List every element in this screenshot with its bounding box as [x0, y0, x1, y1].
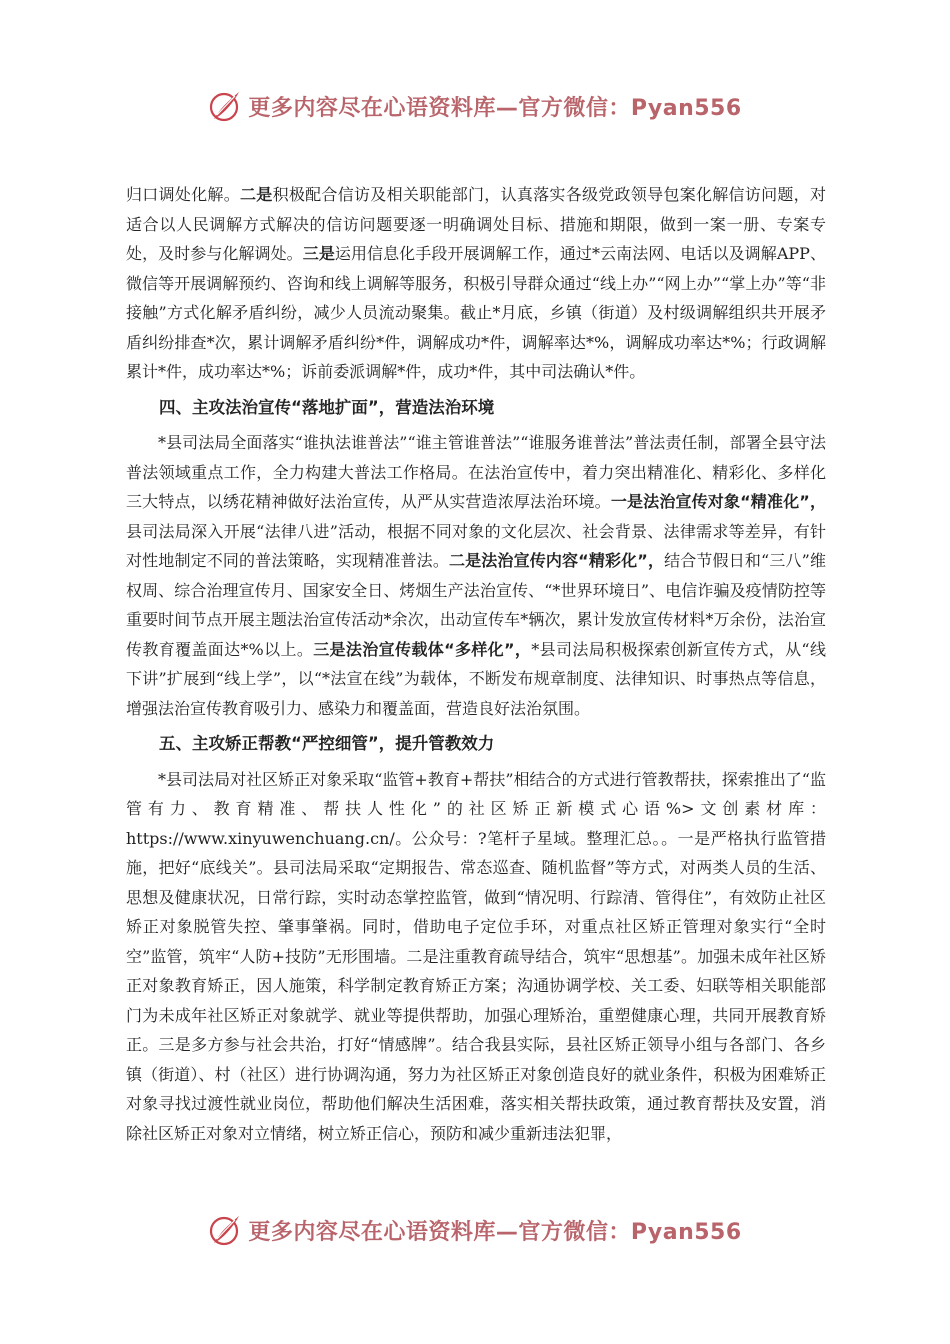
- text-run: 积极配合信访及相关职能部门，认真落实各级党政领导包案化解信访问题，对适合以人民调解方式解决的信访问题要逐一明确调处目标、措施和期限，做到一案一册、专案专处，及时参与化解调处。: [126, 185, 826, 263]
- paragraph: [126, 765, 826, 1149]
- text-run: *县司法局对社区矫正对象采取“监管+教育+帮扶”相结合的方式进行管教帮扶，探索推出了“监管有力、教育精准、帮扶人性化”的社区矫正新模式心语%>文创素材库：https://www.xinyuwenchuang.cn/。公众号：?笔杆子星域。整理汇总。。一是严格执行监管措施，把好“底线关”。县司法局采取“定期报告、常态巡查、随机监督”等方式，对两类人员的生活、思想及健康状况，日常行踪，实时动态掌控监管，做到“情况明、行踪清、管得住”，有效防止社区矫正对象脱管失控、肇事肇祸。同时，借助电子定位手环，对重点社区矫正管理对象实行“全时空”监管，筑牢“人防+技防”无形围墙。二是注重教育疏导结合，筑牢“思想基”。加强未成年社区矫正对象教育矫正，因人施策，科学制定教育矫正方案；沟通协调学校、关工委、妇联等相关职能部门为未成年社区矫正对象就学、就业等提供帮助，加强心理矫治，重塑健康心理，共同开展教育矫正。三是多方参与社会共治，打好“情感牌”。结合我县实际，县社区矫正领导小组与各部门、各乡镇（街道）、村（社区）进行协调沟通，努力为社区矫正对象创造良好的就业条件，积极为困难矫正对象寻找过渡性就业岗位，帮助他们解决生活困难，落实相关帮扶政策，通过教育帮扶及安置，消除社区矫正对象对立情绪，树立矫正信心，预防和减少重新违法犯罪，: [126, 769, 826, 1143]
- paragraph: [126, 180, 826, 387]
- document-body: [126, 180, 826, 1148]
- section-heading: [126, 393, 826, 423]
- text-run: 归口调处化解。: [126, 185, 240, 204]
- bold-run: 一是法治宣传对象“精准化”，: [610, 492, 826, 511]
- text-run: 县司法局深入开展“法律八进”活动，根据不同对象的文化层次、社会背景、法律需求等差异，有针对性地制定不同的普法策略，实现精准普法。: [126, 521, 826, 570]
- header-banner: [0, 86, 950, 126]
- bold-run: 四、主攻法治宣传“落地扩面”，营造法治环境: [159, 397, 495, 417]
- bold-run: 三是法治宣传载体“多样化”，: [313, 639, 532, 659]
- banner-text: 更多内容尽在心语资料库—官方微信：Pyan556: [248, 1219, 742, 1245]
- bold-run: 五、主攻矫正帮教“严控细管”，提升管教效力: [159, 734, 495, 753]
- bold-run: 二是法治宣传内容“精彩化”，: [448, 551, 665, 570]
- text-run: *县司法局积极探索创新宣传方式，从“线下讲”扩展到“线上学”，以“*法宣在线”为载体，不断发布规章制度、法律知识、时事热点等信息，增强法治宣传教育吸引力、感染力和覆盖面，营造良好法治氛围。: [126, 639, 826, 718]
- paragraph: [126, 428, 826, 723]
- banner-text: 更多内容尽在心语资料库—官方微信：Pyan556: [248, 95, 742, 121]
- text-run: *县司法局全面落实“谁执法谁普法”“谁主管谁普法”“谁服务谁普法”普法责任制，部署全县守法普法领域重点工作，全力构建大普法工作格局。在法治宣传中，着力突出精准化、精彩化、多样化三大特点，以绣花精神做好法治宣传，从严从实营造浓厚法治环境。: [126, 433, 826, 511]
- text-run: 运用信息化手段开展调解工作，通过*云南法网、电话以及调解APP、微信等开展调解预约、咨询和线上调解等服务，积极引导群众通过“线上办”“网上办”“掌上办”等“非接触”方式化解矛盾纠纷，减少人员流动聚集。截止*月底，乡镇（街道）及村级调解组织共开展矛盾纠纷排查*次，累计调解矛盾纠纷*件，调解成功*件，调解率达*%，调解成功率达*%；行政调解累计*件，成功率达*%；诉前委派调解*件，成功*件，其中司法确认*件。: [126, 244, 826, 381]
- bold-run: 二是: [240, 185, 273, 204]
- bold-run: 三是: [302, 244, 335, 263]
- brush-feather-logo: [208, 1213, 242, 1247]
- text-run: 结合节假日和“三八”维权周、综合治理宣传月、国家安全日、烤烟生产法治宣传、“*世界环境日”、电信诈骗及疫情防控等重要时间节点开展主题法治宣传活动*余次，出动宣传车*辆次，累计发放宣传材料*万余份，法治宣传教育覆盖面达*%以上。: [126, 551, 826, 659]
- brush-feather-logo: [208, 89, 242, 123]
- section-heading: [126, 729, 826, 759]
- footer-banner: [0, 1210, 950, 1250]
